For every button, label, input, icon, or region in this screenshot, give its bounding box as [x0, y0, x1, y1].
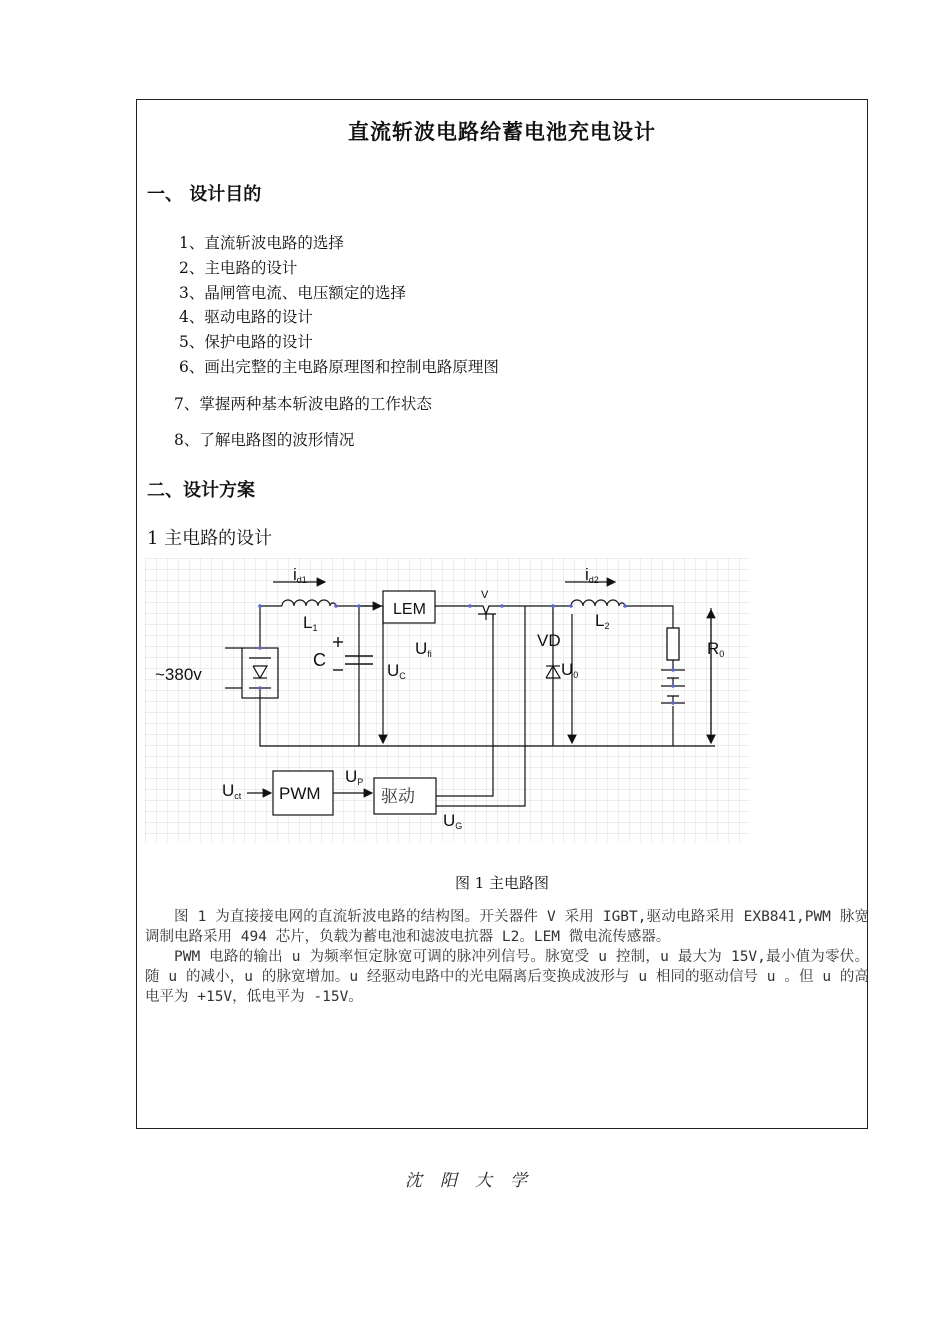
body-paragraphs: [145, 907, 869, 1007]
paragraph-2: PWM 电路的输出 u 为频率恒定脉宽可调的脉冲列信号。脉宽受 u 控制，u 最大为 15V,最小值为零伏。随 u 的减小，u 的脉宽增加。u 经驱动电路中的光电隔离后变换成波形与 u 相同的驱动信号 u 。但 u 的高电平为 +15V，低电平为 -15V。: [145, 949, 869, 1005]
figure-caption: 图 1 主电路图: [454, 874, 550, 892]
uc-label: UC: [387, 661, 406, 681]
driver-label: 驱动: [381, 787, 415, 806]
list-item: 6、画出完整的主电路原理图和控制电路原理图: [179, 358, 499, 376]
lem-label: LEM: [393, 601, 426, 618]
list-item: 3、晶闸管电流、电压额定的选择: [179, 284, 406, 302]
document-frame: [136, 99, 868, 1129]
capacitor-label: C: [313, 650, 326, 670]
subsection-heading: 1 主电路的设计: [147, 528, 273, 549]
source-label: ~380v: [155, 665, 202, 684]
switch-v-label: V: [481, 589, 489, 601]
diode-vd-label: VD: [537, 631, 561, 650]
list-item: 7、掌握两种基本斩波电路的工作状态: [174, 395, 432, 413]
list-item: 1、直流斩波电路的选择: [179, 234, 344, 252]
list-item: 8、了解电路图的波形情况: [174, 431, 355, 449]
u0-label: U0: [561, 660, 579, 680]
section-heading-plan: 二、设计方案: [147, 480, 255, 501]
footer-university: 沈阳大学: [405, 1171, 545, 1191]
current-id1-label: id1: [293, 565, 307, 585]
paragraph-1: 图 1 为直接接电网的直流斩波电路的结构图。开关器件 V 采用 IGBT,驱动电路采用 EXB841,PWM 脉宽调制电路采用 494 芯片，负载为蓄电池和滤波电抗器 L2。LEM 微电流传感器。: [145, 909, 869, 945]
pwm-label: PWM: [279, 784, 321, 803]
section-heading-purpose: 一、 设计目的: [147, 184, 262, 205]
inductor-l2-label: L2: [595, 611, 610, 631]
list-item: 5、保护电路的设计: [179, 333, 313, 351]
current-id2-label: id2: [585, 565, 599, 585]
inductor-l1-label: L1: [303, 613, 318, 633]
r0-label: R0: [707, 639, 725, 659]
ug-label: UG: [443, 811, 463, 831]
list-item: 4、驱动电路的设计: [179, 308, 313, 326]
ufi-label: Ufi: [415, 639, 432, 659]
list-item: 2、主电路的设计: [179, 259, 298, 277]
document-title: 直流斩波电路给蓄电池充电设计: [348, 120, 656, 144]
up-label: UP: [345, 767, 364, 787]
uct-label: Uct: [222, 781, 242, 801]
main-circuit-diagram: [145, 558, 750, 842]
